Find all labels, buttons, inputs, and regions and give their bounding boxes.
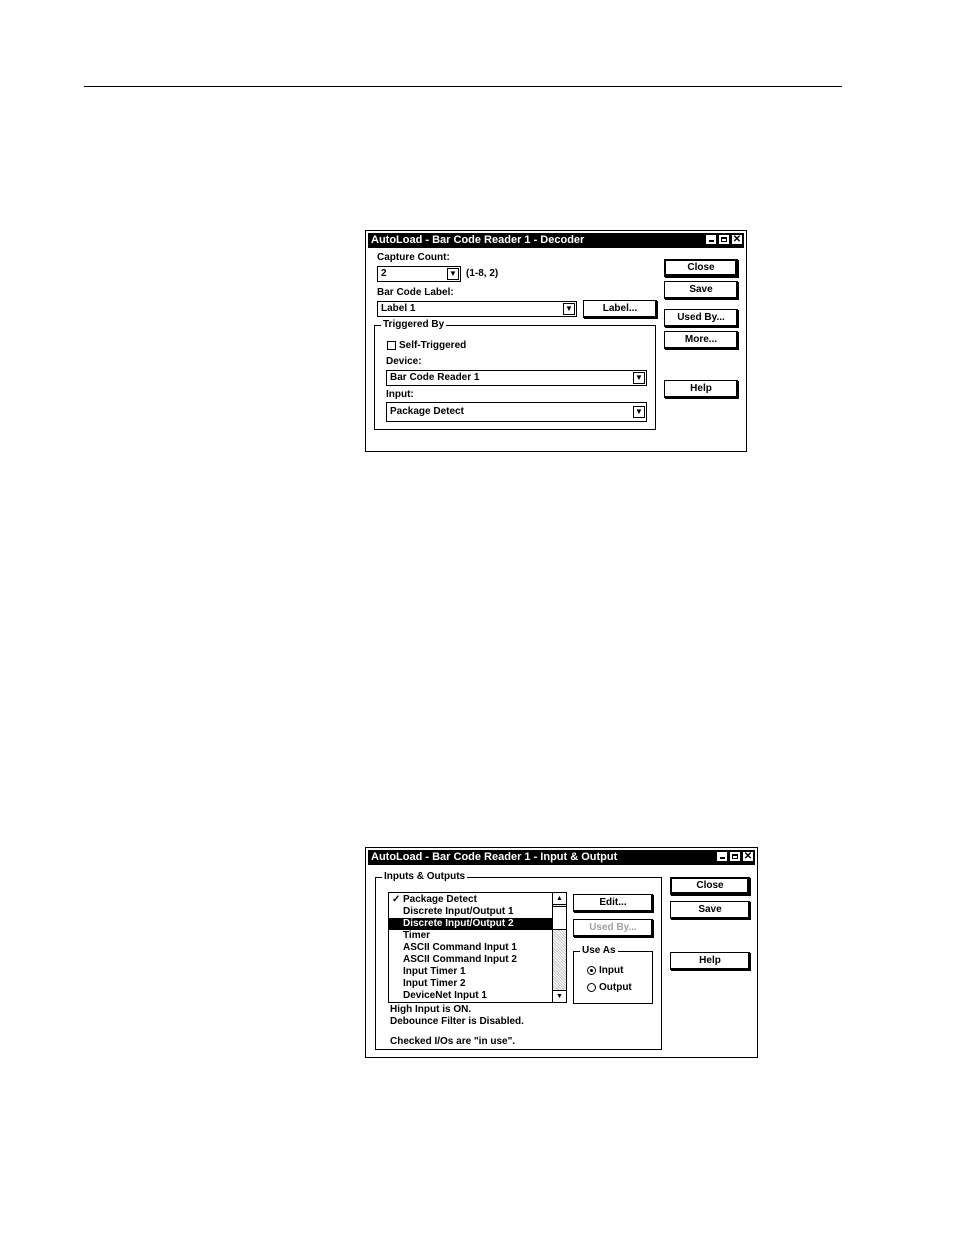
decoder-title-bar[interactable] xyxy=(368,233,744,248)
list-item[interactable] xyxy=(389,906,552,918)
triggered-by-group xyxy=(374,319,656,430)
list-item-label: ASCII Command Input 1 xyxy=(403,942,517,953)
listbox-scrollbar[interactable] xyxy=(552,893,566,1002)
help-button[interactable]: Help xyxy=(664,380,738,398)
io-title: AutoLoad - Bar Code Reader 1 - Input & Output xyxy=(371,851,618,863)
bar-code-label-combo[interactable] xyxy=(377,301,577,317)
list-item-label: Discrete Input/Output 2 xyxy=(403,918,514,929)
chevron-down-icon[interactable]: ▼ xyxy=(447,268,459,280)
list-item[interactable] xyxy=(389,930,552,942)
list-item-label: Discrete Input/Output 1 xyxy=(403,906,514,917)
list-item-label: DeviceNet Input 1 xyxy=(403,990,487,1001)
io-title-bar[interactable] xyxy=(368,850,755,865)
list-item-label: Input Timer 2 xyxy=(403,978,466,989)
capture-count-label: Capture Count: xyxy=(377,252,450,263)
close-button[interactable]: Close xyxy=(664,259,738,277)
close-window-button[interactable]: ✕ xyxy=(743,851,753,862)
decoder-dialog xyxy=(365,230,747,452)
self-triggered-checkbox[interactable] xyxy=(387,341,396,350)
list-item-label: Timer xyxy=(403,930,431,941)
list-item[interactable] xyxy=(389,966,552,978)
used-by-button[interactable]: Used By... xyxy=(664,309,738,327)
capture-count-range: (1-8, 2) xyxy=(466,268,499,279)
label-button[interactable]: Label... xyxy=(583,300,657,318)
device-value: Bar Code Reader 1 xyxy=(390,372,480,383)
used-by-button: Used By... xyxy=(573,919,653,937)
input-radio-label: Input xyxy=(599,965,624,976)
inputs-outputs-group xyxy=(375,871,662,1050)
list-item[interactable] xyxy=(389,894,552,906)
output-radio-label: Output xyxy=(599,982,632,993)
device-label: Device: xyxy=(386,356,422,367)
input-radio[interactable] xyxy=(587,966,596,975)
close-window-button[interactable]: ✕ xyxy=(732,234,742,245)
io-listbox[interactable] xyxy=(388,892,567,1003)
edit-button[interactable]: Edit... xyxy=(573,894,653,912)
chevron-down-icon[interactable]: ▼ xyxy=(563,303,575,315)
bar-code-label-label: Bar Code Label: xyxy=(377,287,454,298)
status-checked-note: Checked I/Os are "in use". xyxy=(390,1036,516,1047)
input-label: Input: xyxy=(386,389,414,400)
minimize-button[interactable] xyxy=(705,234,717,245)
scroll-down-icon[interactable]: ▼ xyxy=(553,990,566,1002)
input-value: Package Detect xyxy=(390,406,464,417)
close-button[interactable]: Close xyxy=(670,877,750,895)
chevron-down-icon[interactable]: ▼ xyxy=(633,372,645,384)
scroll-thumb[interactable] xyxy=(553,906,566,930)
list-item[interactable] xyxy=(389,918,552,930)
maximize-button[interactable] xyxy=(729,851,741,862)
capture-count-value: 2 xyxy=(381,268,387,279)
io-dialog xyxy=(365,847,758,1058)
save-button[interactable]: Save xyxy=(664,281,738,299)
list-item[interactable] xyxy=(389,978,552,990)
device-combo[interactable] xyxy=(386,370,647,386)
list-item[interactable] xyxy=(389,990,552,1002)
inputs-outputs-title: Inputs & Outputs xyxy=(384,871,466,882)
use-as-title: Use As xyxy=(582,945,616,956)
status-debounce: Debounce Filter is Disabled. xyxy=(390,1016,524,1027)
bar-code-label-value: Label 1 xyxy=(381,303,416,314)
minimize-button[interactable] xyxy=(716,851,728,862)
list-item[interactable] xyxy=(389,942,552,954)
capture-count-combo[interactable] xyxy=(377,266,461,282)
list-item-label: ASCII Command Input 2 xyxy=(403,954,517,965)
scroll-up-icon[interactable]: ▲ xyxy=(553,893,566,905)
use-as-group xyxy=(573,945,653,1004)
output-radio[interactable] xyxy=(587,983,596,992)
decoder-title: AutoLoad - Bar Code Reader 1 - Decoder xyxy=(371,234,585,246)
more-button[interactable]: More... xyxy=(664,331,738,349)
list-item-label: Input Timer 1 xyxy=(403,966,466,977)
status-high-input: High Input is ON. xyxy=(390,1004,472,1015)
page-header-rule xyxy=(84,86,842,87)
chevron-down-icon[interactable]: ▼ xyxy=(633,406,645,418)
triggered-by-title: Triggered By xyxy=(383,319,445,330)
check-mark-icon: ✓ xyxy=(392,894,401,905)
list-item[interactable] xyxy=(389,954,552,966)
input-combo[interactable] xyxy=(386,402,647,422)
maximize-button[interactable] xyxy=(718,234,730,245)
list-item-label: Package Detect xyxy=(403,894,477,905)
help-button[interactable]: Help xyxy=(670,952,750,970)
save-button[interactable]: Save xyxy=(670,901,750,919)
self-triggered-label: Self-Triggered xyxy=(399,340,467,351)
